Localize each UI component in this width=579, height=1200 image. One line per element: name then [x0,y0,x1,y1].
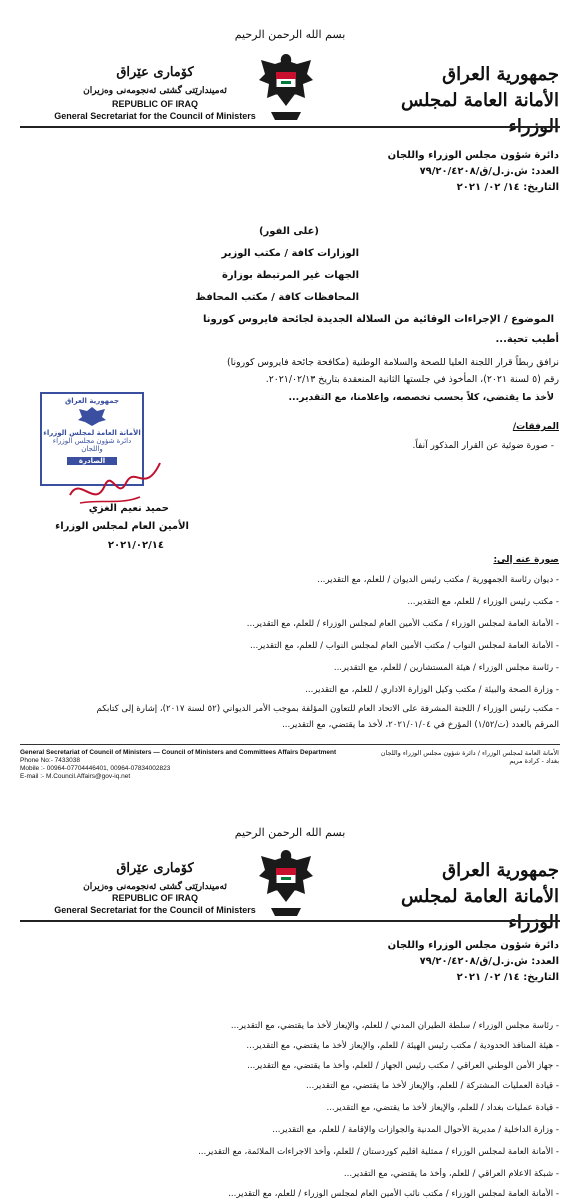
header-english [40,892,270,916]
footer-ar-line1: الأمانة العامة لمجلس الوزراء / دائرة شؤون مجلس الوزراء واللجان [380,749,559,757]
cc-item: - جهاز الأمن الوطني العراقي / مكتب رئيس الجهاز / للعلم، وأخذ ما يقتضي، مع التقدير... [247,1061,559,1071]
stamp-line-2: الأمانة العامة لمجلس الوزراء [43,429,141,437]
footer-english [20,749,350,781]
urgent-label: (على الفور) [258,226,319,237]
attachments-title: المرفقات/ [512,422,559,432]
header-kurdish-line1: كۆماری عێراق [116,861,194,876]
cc-item: المرقم بالعدد (ت/١/٥٢) المؤرخ في ٢٠٢١/٠١/٠٤، لأخذ ما يقتضي، مع التقدير... [282,720,559,730]
letter-meta [299,938,559,986]
cc-item: - وزارة الداخلية / مديرية الأحوال المدنية والجوازات والإقامة / للعلم، مع التقدير... [272,1125,559,1135]
cc-item: - الأمانة العامة لمجلس الوزراء / ممثلية اقليم كوردستان / للعلم، وأخذ الاجراءات الملائمة، مع التقدير... [198,1147,559,1157]
header-kurdish [60,64,250,100]
stamp-line-4: الصادرة [67,457,117,465]
header-arabic-line2: الأمانة العامة لمجلس الوزراء [401,90,559,137]
footer-en-line2: Phone No:- 7433038 [20,757,80,764]
header-english-line1: REPUBLIC OF IRAQ [111,99,198,109]
cc-item: - الأمانة العامة لمجلس النواب / مكتب الأمين العام لمجلس النواب / للعلم، مع التقدير... [250,641,559,651]
cc-item: - هيئة المنافذ الحدودية / مكتب رئيس الهيئة / للعلم، والإيعاز لأخذ ما يقتضي، مع التقدير... [246,1041,559,1051]
letter-subject: الموضوع / الإجراءات الوقائية من السلالة الجديدة لجائحة فايروس كورونا [202,314,554,325]
footer-en-line3: Mobile :- 00964-07704446401, 00964-07834002823 [20,765,171,772]
header-arabic-line2: الأمانة العامة لمجلس الوزراء [401,886,559,933]
header-divider [20,920,560,922]
header-english-line2: General Secretariat for the Council of Ministers [54,111,256,121]
attachment-item: - صورة ضوئية عن القرار المذكور آنفاً. [412,441,554,451]
basmala: بسم الله الرحمن الرحيم [234,28,346,41]
sign-date: ٢٠٢١/٠٢/١٤ [107,540,164,551]
footer-en-line4: E-mail :- M.Council.Affairs@gov-iq.net [20,773,131,780]
cc-item: - شبكة الاعلام العراقي / للعلم، وأخذ ما يقتضي، مع التقدير... [343,1169,559,1179]
department-name: دائرة شؤون مجلس الوزراء واللجان [387,940,559,951]
body-line-1: نرافق ربطاً قرار اللجنة العليا للصحة والسلامة الوطنية (مكافحة جائحة فايروس كورونا) [227,357,559,368]
stamp-eagle-icon [77,405,107,427]
letter-number: العدد: ش.ز.ل/ق/٧٩/٢٠/٤٢٠٨ [419,956,559,967]
letter-meta [299,148,559,196]
cc-item: - قيادة عمليات بغداد / للعلم، والإيعاز لأخذ ما يقتضي، مع التقدير... [326,1103,559,1113]
recipient-2: الجهات غير المرتبطة بوزارة [222,270,359,281]
cc-item: - مكتب رئيس الوزراء / اللجنة المشرفة على الاتحاد العام للتعاون المؤلفة بموجب الأمر الديواني (٥٢ لسنة ٢٠١٧)، إشارة إلى كتابكم [96,704,559,714]
body-line-3: لأخذ ما يقتضي، كلاً بحسب تخصصه، وإعلامنا، مع التقدير... [288,392,554,403]
signer-name: حميد نعيم الغزي [88,503,169,514]
cc-item: - قيادة العمليات المشتركة / للعلم، والإيعاز لأخذ ما يقتضي، مع التقدير... [306,1081,559,1091]
department-name: دائرة شؤون مجلس الوزراء واللجان [387,150,559,161]
cc-item: - رئاسة مجلس الوزراء / سلطة الطيران المدني / للعلم، والإيعاز لأخذ ما يقتضي، مع التقدير... [230,1021,559,1031]
footer-divider [20,744,560,745]
page-gap [0,785,579,806]
body-line-2: رقم (٥ لسنة ٢٠٢١)، المأخوذ في جلستها الثانية المنعقدة بتاريخ ٢٠٢١/٠٢/١٣. [265,374,559,385]
header-arabic-line1: جمهورية العراق [442,64,559,85]
recipient-1: الوزارات كافة / مكتب الوزير [221,248,359,259]
greeting: أطيب تحية... [495,334,559,345]
document-page-2 [0,806,579,1200]
header-english-line2: General Secretariat for the Council of Ministers [54,905,256,915]
recipient-3: المحافظات كافة / مكتب المحافظ [195,292,359,303]
cc-item: - الأمانة العامة لمجلس الوزراء / مكتب الأمين العام لمجلس الوزراء / للعلم، مع التقدير... [246,619,559,629]
header-kurdish-line2: ئەمیندارێتی گشتی ئەنجومەنی وەزیران [83,86,227,96]
header-english [40,98,270,122]
letter-date: التاريخ: ١٤/ ٠٢/ ٢٠٢١ [456,972,559,983]
letter-date: التاريخ: ١٤/ ٠٢/ ٢٠٢١ [456,182,559,193]
header-kurdish [60,860,250,896]
footer-arabic [329,749,559,765]
header-kurdish-line2: ئەمیندارێتی گشتی ئەنجومەنی وەزیران [83,882,227,892]
stamp-line-3: دائرة شؤون مجلس الوزراء واللجان [52,437,132,453]
header-arabic [379,858,559,936]
cc-item: - رئاسة مجلس الوزراء / هيئة المستشارين / للعلم، مع التقدير... [333,663,559,673]
stamp-line-1: جمهورية العراق [64,397,120,405]
header-arabic-line1: جمهورية العراق [442,860,559,881]
header-kurdish-line1: كۆماری عێراق [116,65,194,80]
header-english-line1: REPUBLIC OF IRAQ [111,893,198,903]
cc-item: - وزارة الصحة والبيئة / مكتب وكيل الوزارة الاداري / للعلم، مع التقدير... [305,685,559,695]
letter-number: العدد: ش.ز.ل/ق/٧٩/٢٠/٤٢٠٨ [419,166,559,177]
cc-item: - مكتب رئيس الوزراء / للعلم، مع التقدير... [407,597,559,607]
footer-en-line1: General Secretariat of Council of Ministers — Council of Ministers and Committees Affairs Department [20,749,337,756]
header-divider [20,126,560,128]
header-arabic [379,62,559,140]
cc-item: - ديوان رئاسة الجمهورية / مكتب رئيس الديوان / للعلم، مع التقدير... [317,575,559,585]
cc-item: - الأمانة العامة لمجلس الوزراء / مكتب نائب الأمين العام لمجلس الوزراء / للعلم، مع التقدير... [228,1189,559,1199]
cc-title: صورة عنه إلى: [493,555,559,565]
basmala: بسم الله الرحمن الرحيم [234,826,346,839]
signer-title: الأمين العام لمجلس الوزراء [55,521,189,532]
footer-ar-line2: بغداد - كرادة مريم [509,757,559,765]
